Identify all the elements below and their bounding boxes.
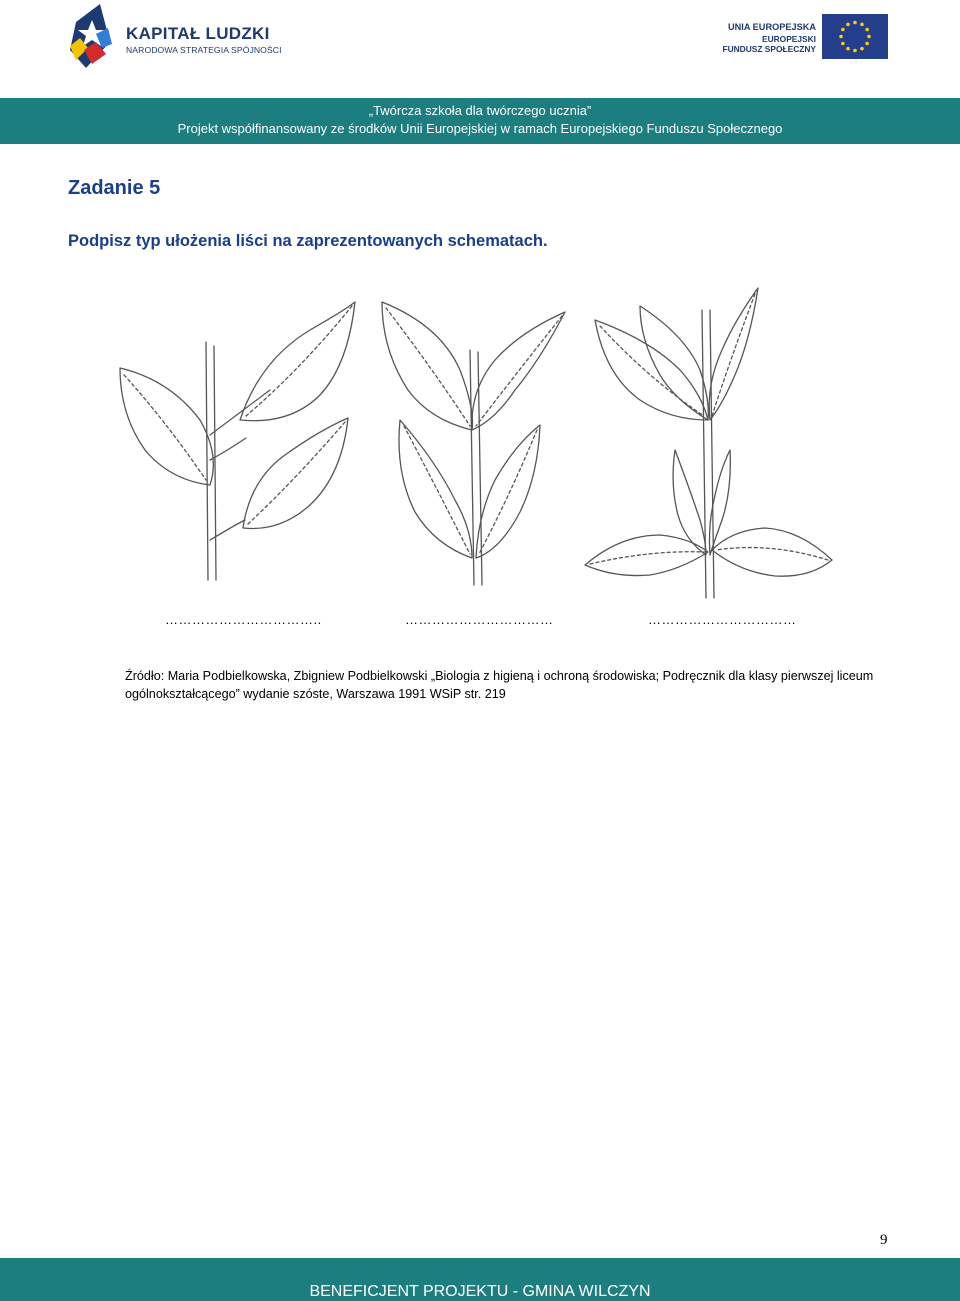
source-citation: Źródło: Maria Podbielkowska, Zbigniew Podbielkowski „Biologia z higieną i ochroną środowiska; Podręcznik dla klasy pierwszej liceum ogólnokształcącego” wydanie szóste, Warszawa 1991 WSiP str. 219 xyxy=(125,669,874,701)
plant-whorled-icon xyxy=(585,288,832,598)
eu-logo-line-3: FUNDUSZ SPOŁECZNY xyxy=(722,44,816,54)
footer-band xyxy=(0,1258,960,1301)
eu-star-icon xyxy=(846,47,850,51)
plant-alternate-icon xyxy=(120,302,355,580)
page-number: 9 xyxy=(880,1232,888,1248)
eu-logo xyxy=(722,14,892,62)
eu-star-icon xyxy=(865,42,869,46)
project-funding-note: Projekt współfinansowany ze środków Unii Europejskiej w ramach Europejskiego Funduszu Społecznego xyxy=(177,121,783,136)
task-instruction: Podpisz typ ułożenia liści na zaprezentowanych schematach. xyxy=(68,232,548,250)
answer-blank-2[interactable]: …………………………… xyxy=(405,612,554,627)
eu-star-icon xyxy=(853,49,857,53)
eu-star-icon xyxy=(839,35,843,39)
eu-star-icon xyxy=(867,35,871,39)
footer-beneficiary: BENEFICJENT PROJEKTU - GMINA WILCZYN xyxy=(309,1283,651,1300)
eu-star-icon xyxy=(860,23,864,27)
eu-star-icon xyxy=(853,21,857,25)
kapital-ludzki-subtitle: NARODOWA STRATEGIA SPÓJNOŚCI xyxy=(126,45,282,55)
eu-star-icon xyxy=(846,23,850,27)
plant-opposite-icon xyxy=(382,302,565,585)
eu-star-icon xyxy=(865,28,869,32)
eu-logo-line-1: UNIA EUROPEJSKA xyxy=(728,22,816,32)
answer-blank-3[interactable]: …………………………… xyxy=(648,612,797,627)
task-title: Zadanie 5 xyxy=(68,177,161,199)
kapital-ludzki-emblem-icon xyxy=(66,2,122,72)
kapital-ludzki-title: KAPITAŁ LUDZKI xyxy=(126,24,270,43)
eu-star-icon xyxy=(841,28,845,32)
eu-flag-icon xyxy=(822,14,888,59)
leaf-arrangement-illustrations xyxy=(110,280,850,610)
project-header-band xyxy=(0,98,960,144)
eu-star-icon xyxy=(841,42,845,46)
eu-logo-line-2: EUROPEJSKI xyxy=(762,34,816,44)
kapital-ludzki-logo xyxy=(66,2,286,72)
eu-star-icon xyxy=(860,47,864,51)
answer-blank-1[interactable]: …………………………….. xyxy=(165,612,322,627)
project-motto: „Twórcza szkoła dla twórczego ucznia” xyxy=(368,103,592,118)
